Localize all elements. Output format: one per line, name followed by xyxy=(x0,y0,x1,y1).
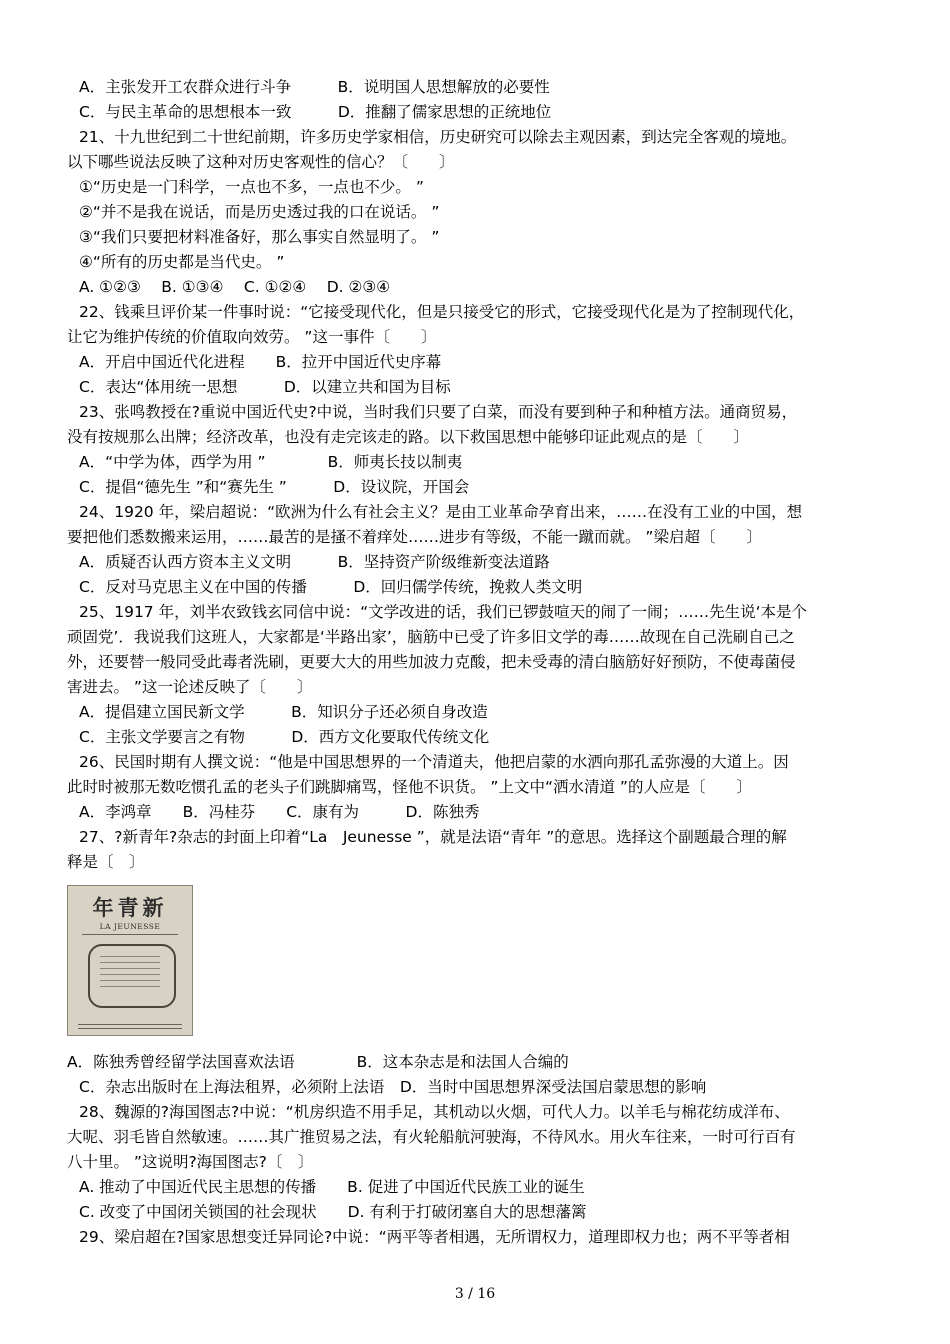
text-line: ③“我们只要把材料准备好，那么事实自然显明了。 ” xyxy=(79,228,440,246)
text-line: ②“并不是我在说话，而是历史透过我的口在说话。 ” xyxy=(79,203,440,221)
text-line: C．主张文学要言之有物 D．西方文化要取代传统文化 xyxy=(79,728,490,746)
page-number: 3 / 16 xyxy=(454,1286,496,1302)
text-line: 22、钱乘旦评价某一件事时说：“它接受现代化，但是只接受它的形式，它接受现代化是为了控制现代化， xyxy=(79,303,805,321)
text-line: C. 改变了中国闭关锁国的社会现状 D. 有利于打破闭塞自大的思想藩篱 xyxy=(79,1203,587,1221)
text-line: ④“所有的历史都是当代史。 ” xyxy=(79,253,285,271)
text-line: 以下哪些说法反映了这种对历史客观性的信心？〔 〕 xyxy=(67,153,455,171)
cover-rule xyxy=(82,934,178,935)
text-line: 27、?新青年?杂志的封面上印着“La Jeunesse ”，就是法语“青年 ”的意思。选择这个副题最合理的解 xyxy=(79,828,787,846)
text-line: 24、1920 年，梁启超说：“欧洲为什么有社会主义？是由工业革命孕育出来，……在没有工业的中国，想 xyxy=(79,503,803,521)
text-line: 让它为维护传统的价值取向效劳。 ”这一事件〔 〕 xyxy=(67,328,437,346)
text-line: 八十里。 ”这说明?海国图志?〔 〕 xyxy=(67,1153,314,1171)
cover-contents-rule xyxy=(100,956,160,992)
text-line: 害进去。 ”这一论述反映了〔 〕 xyxy=(67,678,313,696)
text-line: A. ①②③ B. ①③④ C. ①②④ D. ②③④ xyxy=(79,278,391,296)
text-line: 没有按规那么出牌；经济改革，也没有走完该走的路。以下救国思想中能够印证此观点的是〔 〕 xyxy=(67,428,750,446)
text-line: A. 推动了中国近代民主思想的传播 B. 促进了中国近代民族工业的诞生 xyxy=(79,1178,585,1196)
cover-footer-rule xyxy=(78,1024,182,1029)
text-line: 外，还要替一般同受此毒者洗刷，更要大大的用些加波力克酸，把未受毒的清白脑筋好好预防，不使毒菌侵 xyxy=(67,653,796,671)
text-line: 26、民国时期有人撰文说：“他是中国思想界的一个清道夫，他把启蒙的水洒向那孔孟弥漫的大道上。因 xyxy=(79,753,789,771)
text-line: 23、张鸣教授在?重说中国近代史?中说，当时我们只要了白菜，而没有要到种子和种植方法。通商贸易， xyxy=(79,403,798,421)
text-line: 此时时被那无数吃惯孔孟的老头子们跳脚痛骂，怪他不识货。 ”上文中“洒水清道 ”的人应是〔 〕 xyxy=(67,778,752,796)
text-line: C．与民主革命的思想根本一致 D．推翻了儒家思想的正统地位 xyxy=(79,103,552,121)
cover-subtitle: LA JEUNESSE xyxy=(99,922,161,931)
text-line: 28、魏源的?海国图志?中说：“机房织造不用手足，其机动以火烟，可代人力。以羊毛与棉花纺成洋布、 xyxy=(79,1103,790,1121)
text-line: 要把他们悉数搬来运用，……最苦的是搔不着痒处……进步有等级，不能一蹴而就。 ”梁启超〔 〕 xyxy=(67,528,762,546)
text-line: A．陈独秀曾经留学法国喜欢法语 B．这本杂志是和法国人合编的 xyxy=(67,1053,569,1071)
text-line: A．开启中国近代化进程 B．拉开中国近代史序幕 xyxy=(79,353,442,371)
text-line: A．提倡建立国民新文学 B．知识分子还必须自身改造 xyxy=(79,703,488,721)
cover-masthead: 年青新 xyxy=(92,895,168,920)
text-line: 顽固党’．我说我们这班人，大家都是‘半路出家’，脑筋中已受了许多旧文学的毒……故现在自己洗刷自己之 xyxy=(67,628,795,646)
text-line: A．主张发开工农群众进行斗争 B．说明国人思想解放的必要性 xyxy=(79,78,550,96)
text-line: ①“历史是一门科学，一点也不多，一点也不少。 ” xyxy=(79,178,424,196)
magazine-cover-image xyxy=(67,885,193,1036)
text-line: 21、十九世纪到二十世纪前期，许多历史学家相信，历史研究可以除去主观因素，到达完全客观的境地。 xyxy=(79,128,797,146)
text-line: 释是〔 〕 xyxy=(67,853,145,871)
text-line: 大呢、羽毛皆自然敏速。……其广推贸易之法，有火轮船航河驶海，不待风水。用火车往来，一时可行百有 xyxy=(67,1128,796,1146)
text-line: A．质疑否认西方资本主义文明 B．坚持资产阶级维新变法道路 xyxy=(79,553,550,571)
text-line: 25、1917 年，刘半农致钱玄同信中说：“文学改进的话，我们已锣鼓喧天的闹了一闹；……先生说‘本是个 xyxy=(79,603,808,621)
text-line: C．杂志出版时在上海法租界，必须附上法语 D．当时中国思想界深受法国启蒙思想的影响 xyxy=(79,1078,707,1096)
text-line: A．“中学为体，西学为用 ” B．师夷长技以制夷 xyxy=(79,453,463,471)
text-line: 29、梁启超在?国家思想变迁异同论?中说：“两平等者相遇，无所谓权力，道理即权力也；两不平等者相 xyxy=(79,1228,790,1246)
text-line: C．表达“体用统一思想 D．以建立共和国为目标 xyxy=(79,378,451,396)
text-line: C．反对马克思主义在中国的传播 D．回归儒学传统，挽救人类文明 xyxy=(79,578,583,596)
text-line: C．提倡“德先生 ”和“赛先生 ” D．设议院，开国会 xyxy=(79,478,470,496)
text-line: A．李鸿章 B．冯桂芬 C．康有为 D．陈独秀 xyxy=(79,803,480,821)
